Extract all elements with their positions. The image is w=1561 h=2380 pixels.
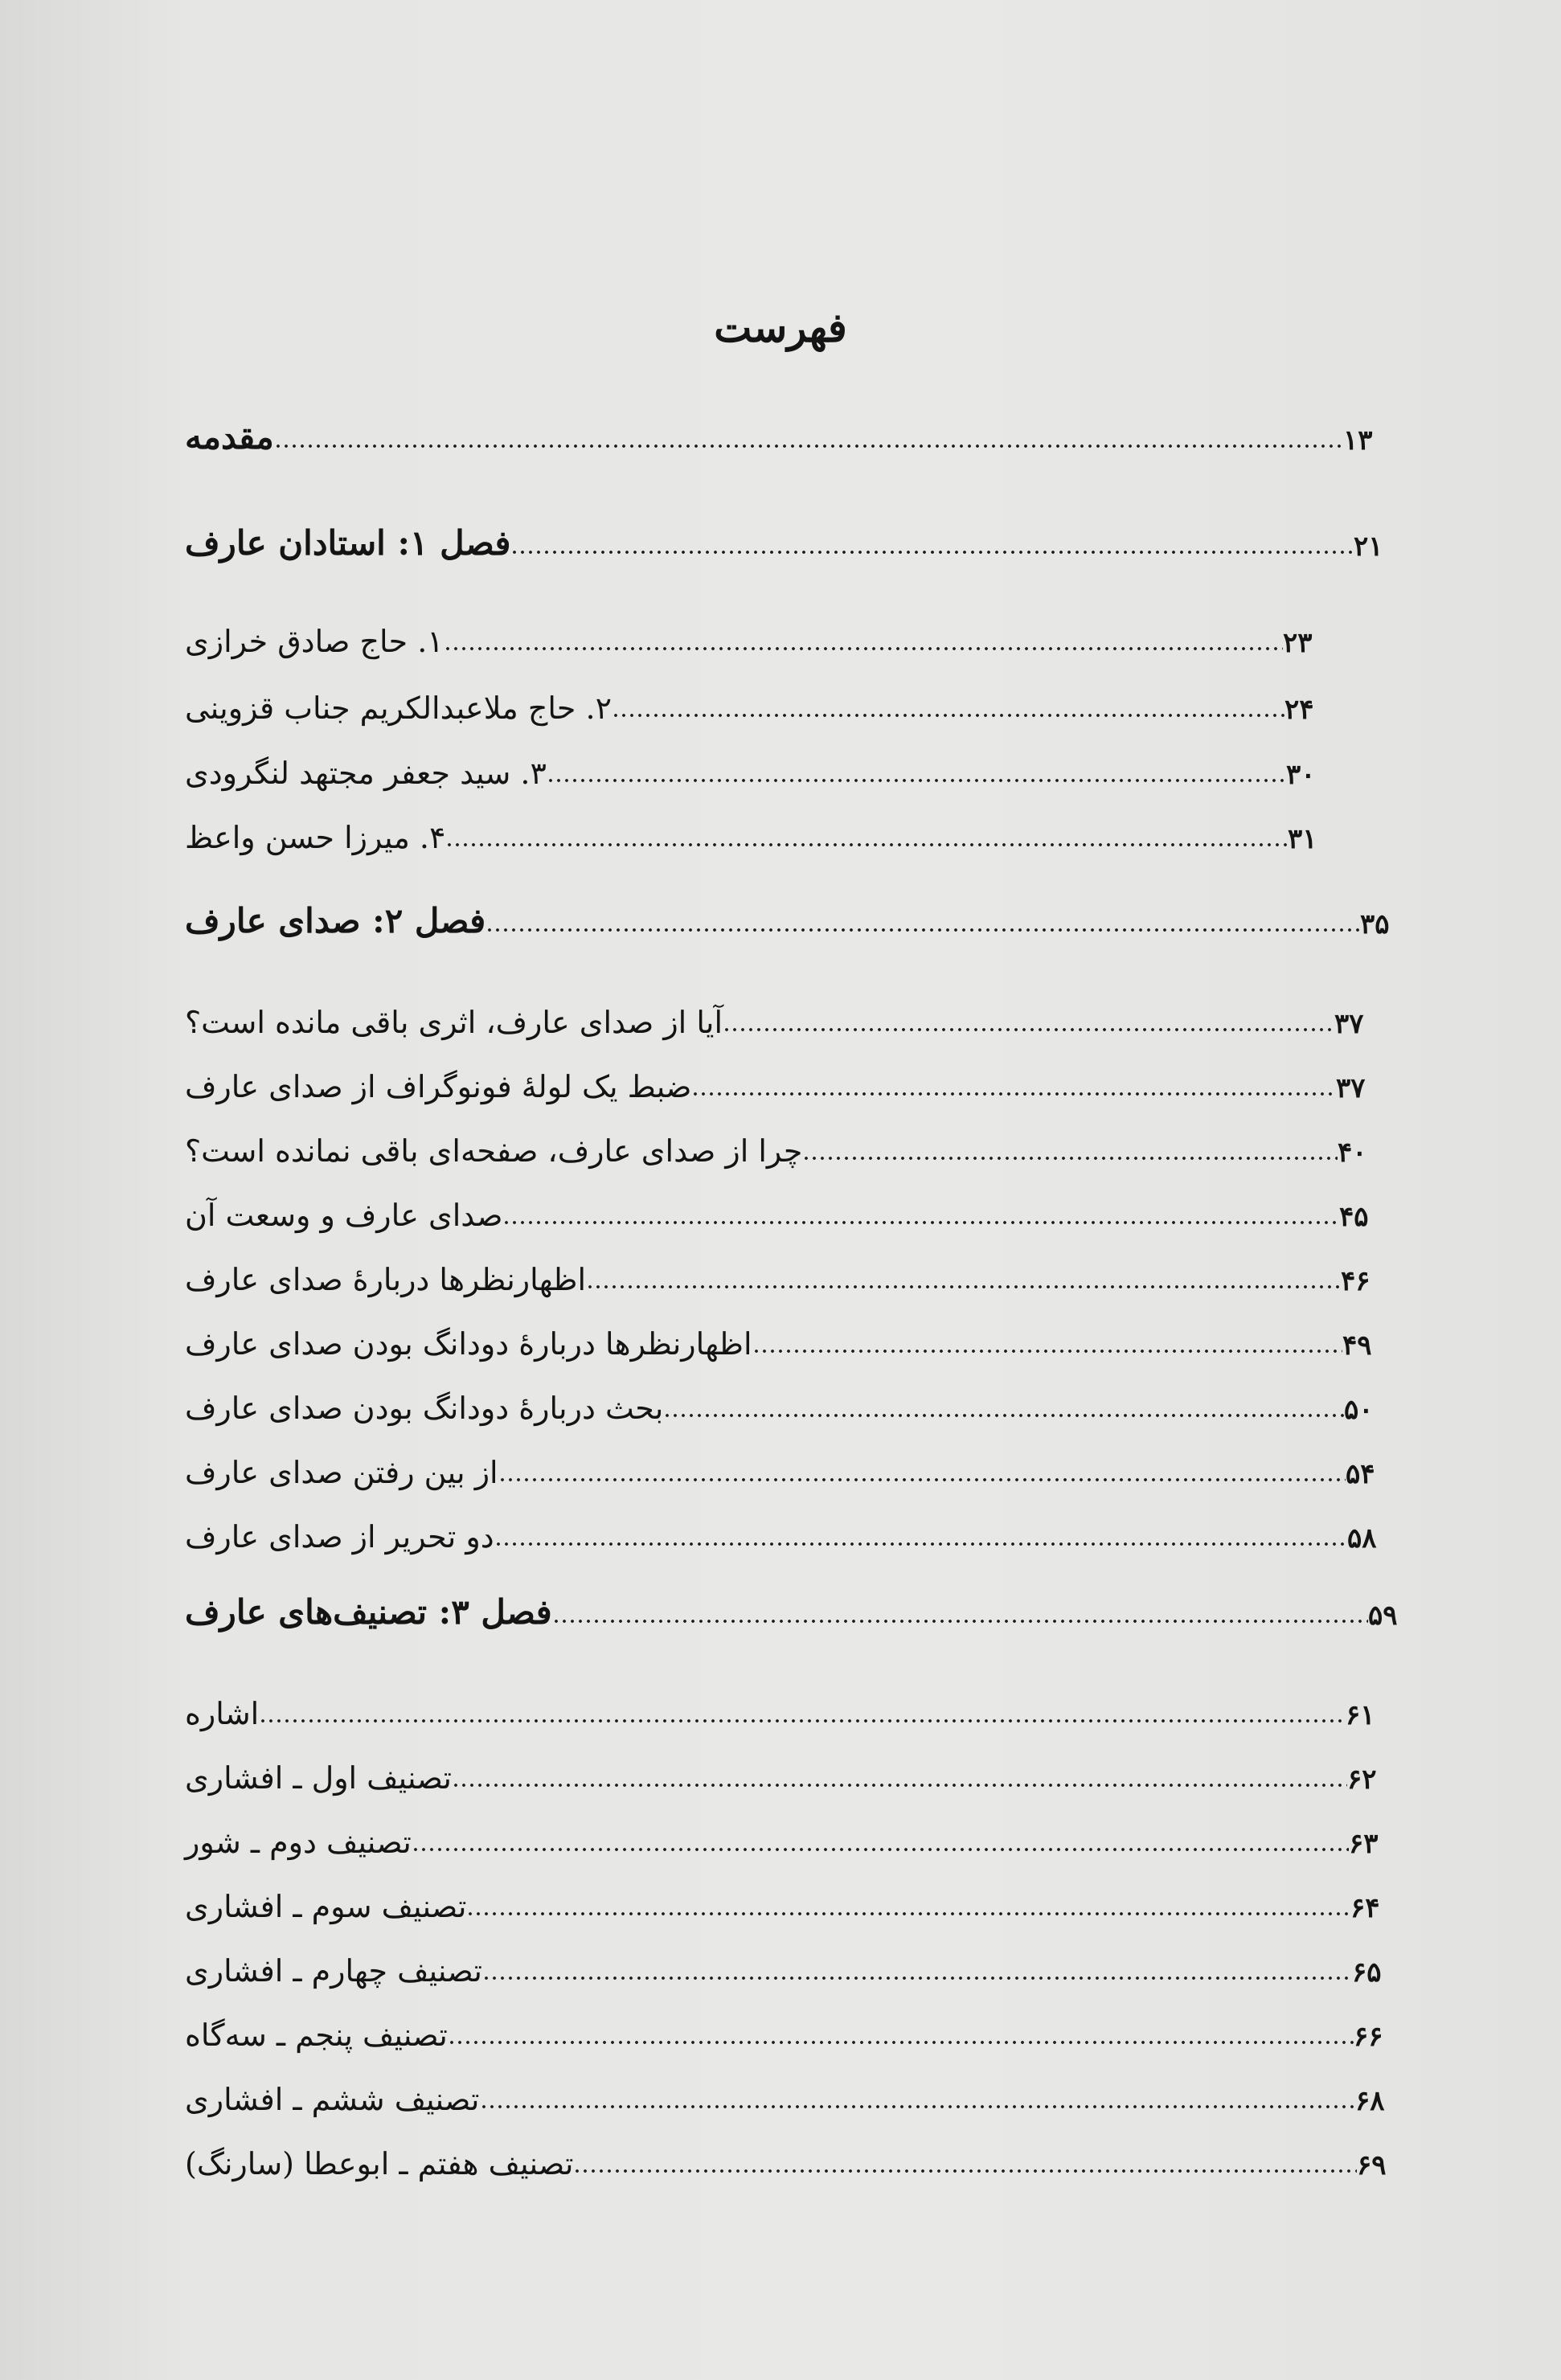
- toc-entry: [177, 807, 1331, 855]
- dot-leader: [573, 2169, 1357, 2173]
- toc-entry-page: ۳۱: [1288, 823, 1317, 855]
- toc-entry-label: بحث دربارهٔ دودانگ بودن صدای عارف: [185, 1391, 664, 1426]
- toc-entry-page: ۳۷: [1334, 1008, 1364, 1040]
- toc-entry: [177, 1120, 1381, 1169]
- toc-entry: [177, 1506, 1391, 1555]
- toc-entry: [177, 1249, 1384, 1297]
- toc-entry-label: تصنیف سوم ـ افشاری: [185, 1889, 467, 1924]
- toc-entry-label: تصنیف ششم ـ افشاری: [185, 2082, 480, 2117]
- toc-entry-page: ۱۳: [1343, 424, 1373, 457]
- toc-entry-page: ۳۵: [1360, 908, 1390, 940]
- toc-entry-label: ۳. سید جعفر مجتهد لنگرودی: [185, 756, 547, 791]
- toc-entry-label: ضبط یک لولهٔ فونوگراف از صدای عارف: [185, 1069, 692, 1104]
- dot-leader: [547, 778, 1286, 783]
- toc-entry: [177, 1812, 1392, 1860]
- toc-entry-page: ۴۹: [1342, 1329, 1372, 1362]
- toc-entry-label: فصل ۲: صدای عارف: [185, 901, 486, 940]
- toc-entry-page: ۵۰: [1344, 1394, 1374, 1426]
- toc-entry-label: صدای عارف و وسعت آن: [185, 1198, 503, 1233]
- toc-entry-label: فصل ۱: استادان عارف: [185, 523, 511, 563]
- toc-entry: [177, 1940, 1395, 1989]
- toc-entry: [177, 1747, 1391, 1796]
- toc-entry: [177, 2005, 1397, 2053]
- dot-leader: [612, 713, 1284, 718]
- dot-leader: [663, 1413, 1344, 1418]
- toc-entry-label: اظهارنظرها دربارهٔ دودانگ بودن صدای عارف: [185, 1326, 752, 1362]
- toc-entry-page: ۳۷: [1336, 1072, 1366, 1104]
- toc-entry: [177, 1442, 1389, 1490]
- dot-leader: [274, 444, 1343, 449]
- dot-leader: [691, 1092, 1336, 1096]
- toc-entry-page: ۶۴: [1350, 1892, 1380, 1924]
- dot-leader: [466, 1911, 1350, 1916]
- toc-entry-label: تصنیف هفتم ـ ابوعطا (سارنگ): [185, 2146, 574, 2181]
- toc-entry-page: ۵۸: [1347, 1522, 1377, 1555]
- toc-entry-label: تصنیف چهارم ـ افشاری: [185, 1953, 482, 1989]
- dot-leader: [259, 1718, 1346, 1723]
- toc-entry: [177, 1876, 1394, 1924]
- toc-entry: [177, 408, 1387, 457]
- toc-entry-label: ۲. حاج ملاعبدالکریم جناب قزوینی: [185, 690, 612, 726]
- toc-entry-page: ۴۶: [1341, 1265, 1370, 1297]
- dot-leader: [444, 646, 1283, 651]
- toc-entry-page: ۲۴: [1284, 694, 1314, 726]
- toc-entry-label: ۴. میرزا حسن واعظ: [185, 820, 446, 855]
- toc-entry-label: آیا از صدای عارف، اثری باقی مانده است؟: [185, 1005, 723, 1040]
- toc-entry-label: از بین رفتن صدای عارف: [185, 1455, 498, 1490]
- dot-leader: [486, 928, 1360, 932]
- dot-leader: [448, 2040, 1354, 2045]
- dot-leader: [445, 842, 1288, 847]
- toc-entry-label: دو تحریر از صدای عارف: [185, 1519, 494, 1555]
- toc-entry-page: ۶۶: [1354, 2021, 1383, 2053]
- toc-entry-page: ۶۲: [1347, 1763, 1377, 1796]
- toc-entry-page: ۴۵: [1339, 1201, 1369, 1233]
- toc-entry-label: فصل ۳: تصنیف‌های عارف: [185, 1592, 552, 1632]
- dot-leader: [552, 1619, 1368, 1624]
- toc-entry: [177, 1683, 1389, 1731]
- toc-entry-page: ۵۹: [1368, 1600, 1398, 1632]
- toc-entry-page: ۶۸: [1355, 2085, 1385, 2117]
- dot-leader: [412, 1847, 1349, 1852]
- dot-leader: [802, 1156, 1338, 1161]
- toc-entry-label: چرا از صدای عارف، صفحه‌ای باقی نمانده است؟: [185, 1133, 803, 1169]
- toc-entry: [177, 1185, 1383, 1233]
- toc-entry: [177, 1313, 1386, 1362]
- toc-entry-label: اشاره: [185, 1696, 260, 1731]
- toc-entry-label: تصنیف پنجم ـ سه‌گاه: [185, 2017, 448, 2053]
- toc-entry-label: تصنیف دوم ـ شور: [185, 1825, 412, 1860]
- toc-entry: [177, 992, 1378, 1040]
- toc-entry: [177, 892, 1403, 940]
- dot-leader: [752, 1349, 1342, 1354]
- dot-leader: [723, 1027, 1334, 1032]
- toc-entry-label: ۱. حاج صادق خرازی: [185, 624, 444, 659]
- toc-entry-page: ۳۰: [1286, 759, 1316, 791]
- dot-leader: [510, 550, 1354, 555]
- toc-entry: [177, 2069, 1399, 2117]
- toc-entry-page: ۵۴: [1346, 1458, 1375, 1490]
- dot-leader: [502, 1220, 1339, 1225]
- dot-leader: [482, 1976, 1352, 1981]
- dot-leader: [480, 2104, 1356, 2109]
- dot-leader: [586, 1284, 1341, 1289]
- toc-entry-page: ۴۰: [1338, 1137, 1367, 1169]
- toc-entry-label: مقدمه: [185, 417, 274, 457]
- toc-entry: [177, 1583, 1411, 1632]
- toc-entry-page: ۲۱: [1354, 530, 1383, 563]
- dot-leader: [498, 1477, 1346, 1482]
- toc-entry-page: ۲۳: [1283, 627, 1313, 659]
- toc-entry: [177, 611, 1326, 659]
- toc-entry: [177, 514, 1397, 563]
- toc-entry: [177, 678, 1328, 726]
- toc-entry: [177, 1378, 1387, 1426]
- toc-entry: [177, 743, 1330, 791]
- toc-entry-page: ۶۵: [1352, 1956, 1382, 1989]
- toc-entry-label: اظهارنظرها دربارهٔ صدای عارف: [185, 1262, 587, 1297]
- toc-entry-page: ۶۱: [1346, 1699, 1375, 1731]
- toc-entry-page: ۶۹: [1357, 2149, 1387, 2181]
- toc-entry: [177, 1056, 1379, 1104]
- toc-entry-page: ۶۳: [1349, 1828, 1379, 1860]
- dot-leader: [494, 1542, 1347, 1546]
- toc-entry-label: تصنیف اول ـ افشاری: [185, 1760, 452, 1796]
- toc-entry: [177, 2133, 1400, 2181]
- page-title: فهرست: [714, 304, 847, 351]
- dot-leader: [452, 1783, 1347, 1788]
